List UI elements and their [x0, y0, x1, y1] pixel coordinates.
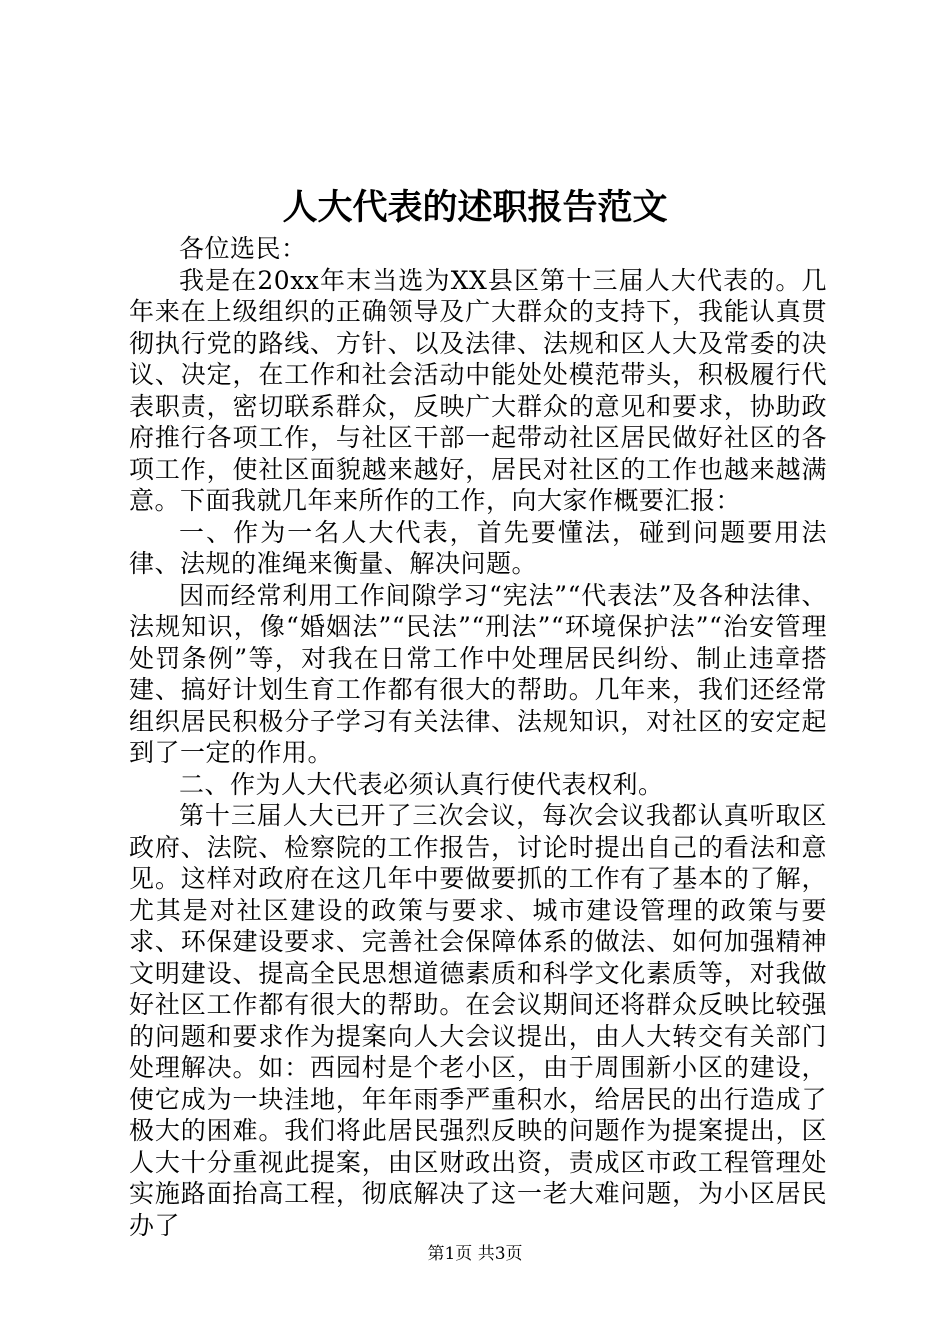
section-2-paragraph: 第十三届人大已开了三次会议，每次会议我都认真听取区政府、法院、检察院的工作报告，讨论时提出自己的看法和意见。这样对政府在这几年中要做要抓的工作有了基本的了解，尤其是对社区建设的政策与要求、城市建设管理的政策与要求、环保建设要求、完善社会保障体系的做法、如何加强精神文明建设、提高全民思想道德素质和科学文化素质等，对我做好社区工作都有很大的帮助。在会议期间还将群众反映比较强的问题和要求作为提案向人大会议提出，由人大转交有关部门处理解决。如：西园村是个老小区，由于周围新小区的建设，使它成为一块洼地，年年雨季严重积水，给居民的出行造成了极大的困难。我们将此居民强烈反映的问题作为提案提出，区人大十分重视此提案，由区财政出资，责成区市政工程管理处实施路面抬高工程，彻底解决了这一老大难问题，为小区居民办了 [129, 801, 827, 1240]
page-number-footer: 第1页 共3页 [427, 1244, 523, 1264]
salutation-paragraph: 各位选民： [179, 234, 307, 263]
intro-paragraph: 我是在20xx年末当选为XX县区第十三届人大代表的。几年来在上级组织的正确领导及广大群众的支持下，我能认真贯彻执行党的路线、方针、以及法律、法规和区人大及常委的决议、决定，在工作和社会活动中能处处模范带头，积极履行代表职责，密切联系群众，反映广大群众的意见和要求，协助政府推行各项工作，与社区干部一起带动社区居民做好社区的各项工作，使社区面貌越来越好，居民对社区的工作也越来越满意。下面我就几年来所作的工作，向大家作概要汇报： [129, 265, 827, 515]
section-heading-2: 二、作为人大代表必须认真行使代表权利。 [179, 769, 664, 799]
document-body [129, 233, 827, 1241]
section-1-paragraph: 因而经常利用工作间隙学习“宪法”“代表法”及各种法律、法规知识，像“婚姻法”“民法”“刑法”“环境保护法”“治安管理处罚条例”等，对我在日常工作中处理居民纠纷、制止违章搭建、搞好计划生育工作都有很大的帮助。几年来，我们还经常组织居民积极分子学习有关法律、法规知识，对社区的安定起到了一定的作用。 [129, 580, 827, 767]
section-heading-1: 一、作为一名人大代表，首先要懂法，碰到问题要用法律、法规的准绳来衡量、解决问题。 [129, 517, 827, 578]
document-title: 人大代表的述职报告范文 [282, 187, 668, 228]
